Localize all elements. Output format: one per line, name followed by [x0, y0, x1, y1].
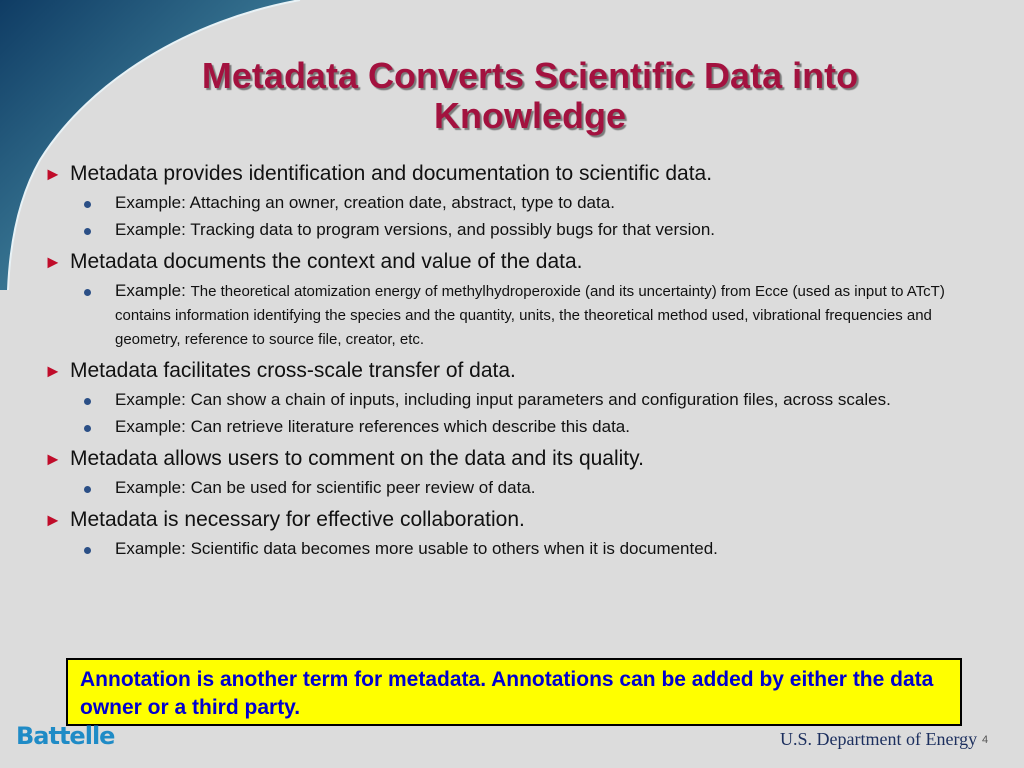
sub-bullet-text: Example: Can be used for scientific peer review of data.: [115, 478, 536, 497]
sub-bullet-detail: The theoretical atomization energy of methylhydroperoxide (and its uncertainty) from Ecce (used as input to ATcT) contains information identifying the species and the quantity, units, the theoretical method used, vibrational frequencies and geometry, reference to source file, creator, etc.: [115, 283, 945, 348]
sub-bullet: [40, 388, 1000, 412]
annotation-callout-box: Annotation is another term for metadata. Annotations can be added by either the data owner or a third party.: [66, 658, 962, 726]
dot-bullet-icon: [84, 289, 91, 296]
bullet-text: Metadata documents the context and value of the data.: [70, 250, 583, 273]
dot-bullet-icon: [84, 486, 91, 493]
bullet-text: Metadata allows users to comment on the data and its quality.: [70, 447, 644, 470]
battelle-logo: Battelle: [16, 722, 115, 750]
triangle-bullet-icon: ►: [44, 252, 62, 272]
sub-bullet: [40, 279, 1000, 351]
triangle-bullet-icon: ►: [44, 361, 62, 381]
sub-bullet: [40, 191, 1000, 215]
sub-bullet: [40, 476, 1000, 500]
bullet-text: Metadata facilitates cross-scale transfer of data.: [70, 359, 516, 382]
bullet-cross-scale: [40, 357, 1000, 385]
bullet-identification: [40, 160, 1000, 188]
sub-bullet-text: Example: Scientific data becomes more usable to others when it is documented.: [115, 539, 718, 558]
dot-bullet-icon: [84, 201, 91, 208]
sub-bullet-text: Example: Can show a chain of inputs, including input parameters and configuration files, across scales.: [115, 390, 891, 409]
triangle-bullet-icon: ►: [44, 164, 62, 184]
sub-bullet-text: Example: Can retrieve literature references which describe this data.: [115, 417, 630, 436]
triangle-bullet-icon: ►: [44, 510, 62, 530]
sub-bullet-lead: Example:: [115, 281, 191, 300]
bullet-context: [40, 248, 1000, 276]
dot-bullet-icon: [84, 547, 91, 554]
triangle-bullet-icon: ►: [44, 449, 62, 469]
bullet-collaboration: [40, 506, 1000, 534]
slide-title: Metadata Converts Scientific Data into Knowledge: [201, 55, 859, 136]
dot-bullet-icon: [84, 228, 91, 235]
sub-bullet-text: Example: Attaching an owner, creation date, abstract, type to data.: [115, 193, 615, 212]
sub-bullet: [40, 415, 1000, 439]
dot-bullet-icon: [84, 398, 91, 405]
page-number: 4: [982, 734, 989, 746]
sub-bullet: [40, 218, 1000, 242]
sub-bullet: [40, 537, 1000, 561]
bullet-list: [40, 160, 1000, 561]
sub-bullet-text: Example: Tracking data to program versions, and possibly bugs for that version.: [115, 220, 716, 239]
bullet-text: Metadata is necessary for effective collaboration.: [70, 508, 525, 531]
bullet-comments: [40, 445, 1000, 473]
bullet-text: Metadata provides identification and documentation to scientific data.: [70, 162, 713, 185]
department-of-energy-footer: U.S. Department of Energy: [780, 729, 978, 749]
dot-bullet-icon: [84, 425, 91, 432]
